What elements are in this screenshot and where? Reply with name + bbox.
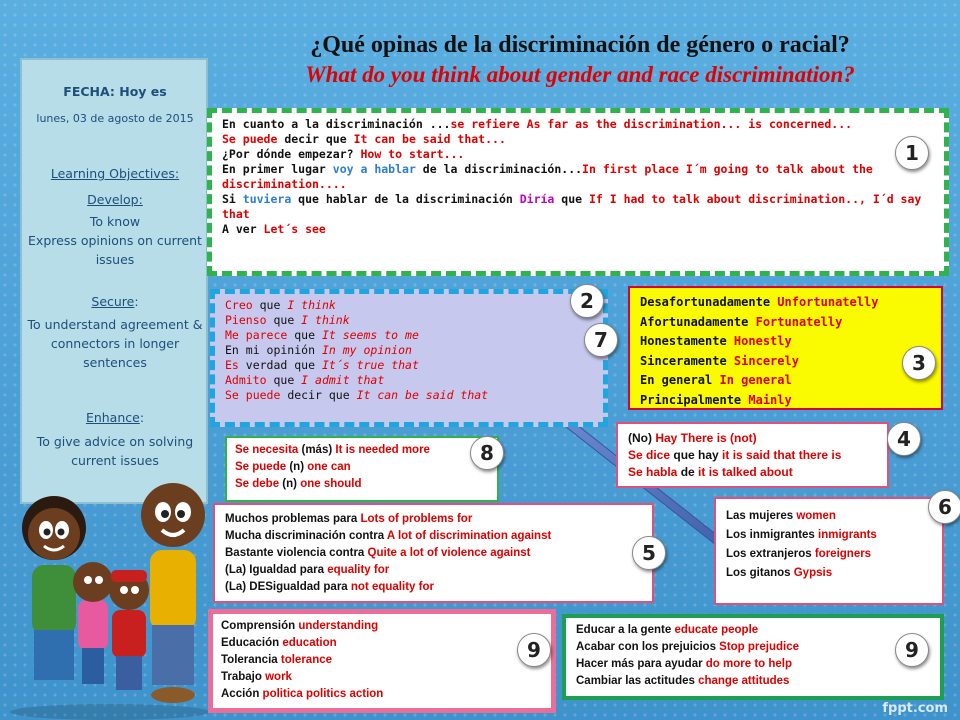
box5-line: Muchos problemas para Lots of problems for [225, 513, 473, 525]
problems-phrases-box [213, 503, 654, 603]
box1-line-2: Se puede decir que It can be said that... [222, 132, 506, 146]
box1-line-4: En primer lugar voy a hablar de la discriminación...In first place I´m going to talk about the discrimination.... [222, 162, 873, 191]
box4-line-3: Se habla de it is talked about [628, 465, 793, 479]
impersonal-phrases-box [225, 436, 499, 502]
box2-line: Pienso que I think [225, 313, 350, 327]
box3-line: Honestamente Honestly [640, 334, 792, 348]
page-title-english: What do you think about gender and race discrimination? [305, 62, 855, 87]
objectives-heading: Learning Objectives: [50, 166, 180, 181]
date-label: FECHA: Hoy es [63, 84, 167, 99]
box9b-line: Educar a la gente educate people [576, 624, 759, 636]
box9a-line: Tolerancia tolerance [221, 654, 333, 666]
secure-text: To understand agreement & connectors in longer sentences [27, 317, 203, 370]
box5-line: (La) Igualdad para equality for [225, 564, 390, 576]
box6-line: Los extranjeros foreigners [726, 548, 872, 560]
box9a-line: Comprensión understanding [221, 620, 379, 632]
connectors-box-1 [207, 108, 949, 276]
number-badge-7: 7 [584, 323, 618, 357]
number-badge-8: 8 [470, 436, 504, 470]
box2-line: Me parece que It seems to me [225, 328, 419, 342]
box5-line: Bastante violencia contra Quite a lot of violence against [225, 547, 531, 559]
box1-line-5: Si tuviera que hablar de la discriminación Diría que If I had to talk about discrimination.., I´d say that [222, 192, 922, 221]
box4-line-1: (No) Hay There is (not) [628, 431, 757, 445]
secure-heading: Secure: [91, 294, 139, 309]
box2-line: Se puede decir que It can be said that [225, 388, 489, 402]
fppt-logo: fppt.com [882, 701, 948, 716]
number-badge-4: 4 [887, 422, 921, 456]
box1-line-6: A ver Let´s see [222, 222, 326, 236]
adverbs-box [628, 286, 943, 410]
date-value: lunes, 03 de agosto de 2015 [36, 112, 194, 125]
develop-text: To know Express opinions on current issues [28, 214, 202, 267]
family-illustration [0, 470, 215, 720]
number-badge-1: 1 [895, 136, 929, 170]
box9a-line: Trabajo work [221, 671, 292, 683]
box2-line: Admito que I admit that [225, 373, 385, 387]
box2-line: En mi opinión In my opinion [225, 343, 412, 357]
box9b-line: Cambiar las actitudes change attitudes [576, 675, 790, 687]
box2-line: Es verdad que It´s true that [225, 358, 419, 372]
box5-line: Mucha discriminación contra A lot of discrimination against [225, 530, 552, 542]
solutions-box [562, 614, 944, 700]
box9a-line: Acción politica politics action [221, 688, 384, 700]
page-title-spanish: ¿Qué opinas de la discriminación de género o racial? [310, 32, 850, 58]
dad-shirt [150, 550, 196, 630]
number-badge-2: 2 [570, 284, 604, 318]
box2-line: Creo que I think [225, 298, 336, 312]
groups-box [714, 497, 944, 605]
box3-line: En general In general [640, 373, 792, 387]
number-badge-5: 5 [632, 536, 666, 570]
number-badge-9a: 9 [517, 633, 551, 667]
box3-line: Sinceramente Sincerely [640, 353, 799, 368]
number-badge-9b: 9 [895, 633, 929, 667]
box9b-line: Acabar con los prejuicios Stop prejudice [576, 641, 800, 653]
values-box [208, 609, 556, 713]
existence-phrases-box [616, 422, 889, 488]
box8-line-2: Se puede (n) one can [235, 461, 351, 473]
box8-line-1: Se necesita (más) It is needed more [235, 444, 430, 456]
box9b-line: Hacer más para ayudar do more to help [576, 658, 793, 670]
box1-line-1: En cuanto a la discriminación ...se refiere As far as the discrimination... is concerned... [222, 117, 853, 131]
enhance-text: To give advice on solving current issues [36, 434, 194, 468]
enhance-heading: Enhance: [85, 410, 145, 425]
number-badge-3: 3 [902, 346, 936, 380]
box9a-line: Educación education [221, 637, 337, 649]
box4-line-2: Se dice que hay it is said that there is [628, 448, 842, 462]
box3-line: Afortunadamente Fortunatelly [640, 314, 843, 329]
box3-line: Desafortunadamente Unfortunatelly [640, 295, 879, 309]
box6-line: Los gitanos Gypsis [726, 567, 833, 579]
box8-line-3: Se debe (n) one should [235, 478, 362, 490]
box1-line-3: ¿Por dónde empezar? How to start... [222, 147, 465, 161]
number-badge-6: 6 [928, 490, 960, 524]
box6-line: Los inmigrantes inmigrants [726, 529, 877, 541]
box5-line: (La) DESigualdad para not equality for [225, 581, 434, 593]
box3-line: Principalmente Mainly [640, 392, 792, 407]
box6-line: Las mujeres women [726, 510, 836, 522]
opinion-phrases-box [210, 289, 608, 427]
develop-heading: Develop: [87, 192, 143, 207]
learning-objectives-panel [20, 58, 208, 504]
